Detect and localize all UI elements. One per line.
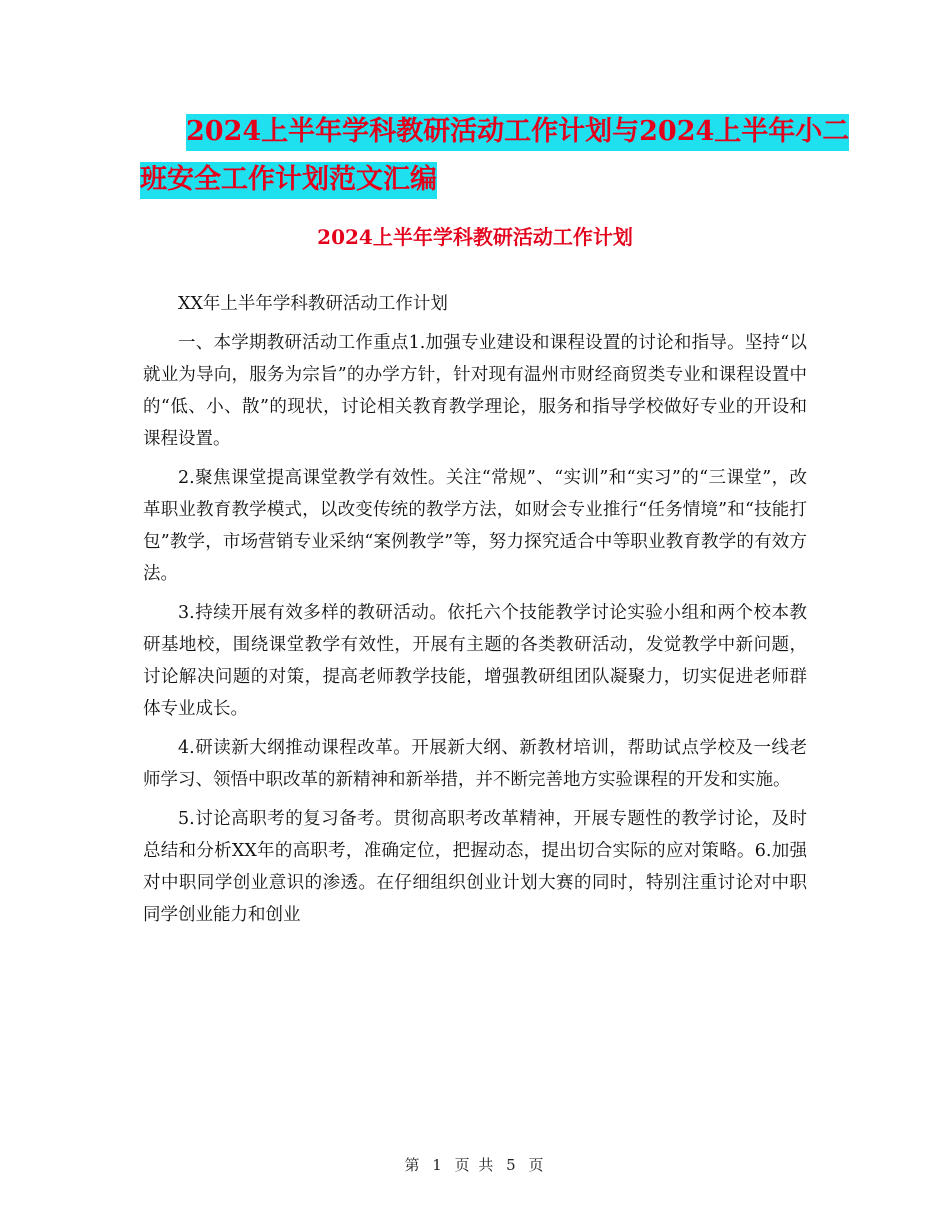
page-footer	[0, 1154, 950, 1176]
paragraph-1: 一、本学期教研活动工作重点1.加强专业建设和课程设置的讨论和指导。坚持“以就业为导向，服务为宗旨”的办学方针，针对现有温州市财经商贸类专业和课程设置中的“低、小、散”的现状，讨论相关教育教学理论，服务和指导学校做好专业的开设和课程设置。	[143, 333, 807, 449]
paragraph-plan-heading: XX年上半年学科教研活动工作计划	[178, 294, 448, 314]
document-title-line-1: 2024上半年学科教研活动工作计划与2024上半年小二	[186, 114, 849, 151]
footer-prefix: 第	[404, 1156, 422, 1174]
document-body	[143, 288, 807, 938]
paragraph-4: 4.研读新大纲推动课程改革。开展新大纲、新教材培训，帮助试点学校及一线老师学习、领悟中职改革的新精神和新举措，并不断完善地方实验课程的开发和实施。	[143, 738, 807, 790]
footer-suffix: 页	[528, 1156, 546, 1174]
document-title-line-2: 班安全工作计划范文汇编	[140, 162, 437, 199]
paragraph-5: 5.讨论高职考的复习备考。贯彻高职考改革精神，开展专题性的教学讨论，及时总结和分析XX年的高职考，准确定位，把握动态，提出切合实际的应对策略。6.加强对中职同学创业意识的渗透。在仔细组织创业计划大赛的同时，特别注重讨论对中职同学创业能力和创业	[143, 809, 807, 925]
paragraph-3: 3.持续开展有效多样的教研活动。依托六个技能教学讨论实验小组和两个校本教研基地校，围绕课堂教学有效性，开展有主题的各类教研活动，发觉教学中新问题，讨论解决问题的对策，提高老师教学技能，增强教研组团队凝聚力，切实促进老师群体专业成长。	[143, 603, 807, 719]
footer-middle: 页 共	[454, 1156, 496, 1174]
footer-total-pages: 5	[506, 1156, 518, 1174]
paragraph-2: 2.聚焦课堂提高课堂教学有效性。关注“常规”、“实训”和“实习”的“三课堂”，改革职业教育教学模式，以改变传统的教学方法，如财会专业推行“任务情境”和“技能打包”教学，市场营销专业采纳“案例教学”等，努力探究适合中等职业教育教学的有效方法。	[143, 468, 807, 584]
section-title: 2024上半年学科教研活动工作计划	[317, 225, 633, 249]
footer-page-number: 1	[432, 1156, 444, 1174]
document-title	[140, 108, 850, 204]
